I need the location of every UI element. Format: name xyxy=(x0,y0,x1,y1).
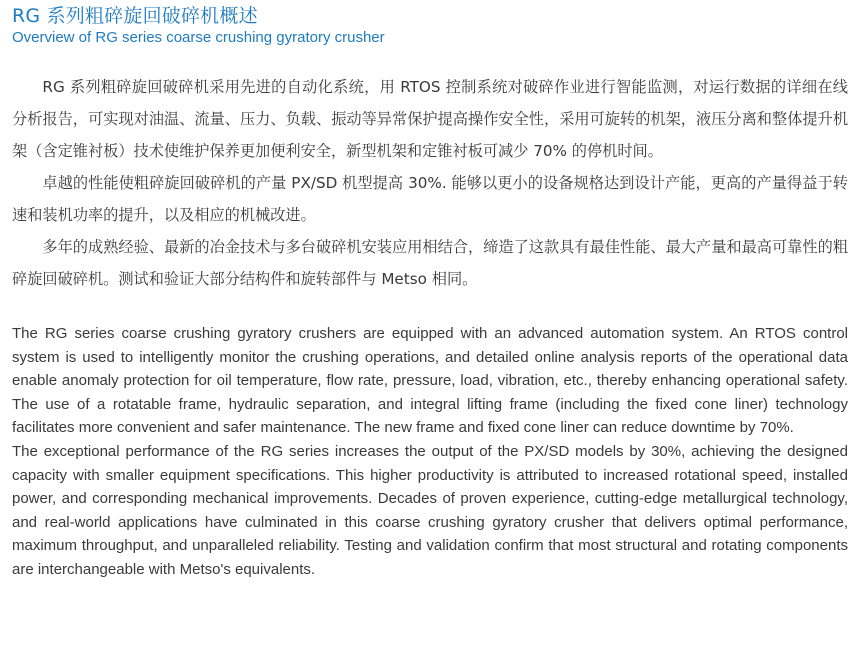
chinese-paragraph-2: 卓越的性能使粗碎旋回破碎机的产量 PX/SD 机型提高 30%. 能够以更小的设备规格达到设计产能，更高的产量得益于转速和装机功率的提升，以及相应的机械改进。 xyxy=(12,174,848,224)
english-paragraph-1: The RG series coarse crushing gyratory crushers are equipped with an advanced automation system. An RTOS control system is used to intelligently monitor the crushing operations, and detailed online analysis reports of the operational data enable anomaly protection for oil temperature, flow rate, pressure, load, vibration, etc., thereby enhancing operational safety. The use of a rotatable frame, hydraulic separation, and integral lifting frame (including the fixed cone liner) technology facilitates more convenient and safer maintenance. The new frame and fixed cone liner can reduce downtime by 70%. xyxy=(12,325,848,437)
english-description xyxy=(12,322,848,582)
page-title-chinese: RG 系列粗碎旋回破碎机概述 xyxy=(12,5,258,27)
chinese-paragraph-1: RG 系列粗碎旋回破碎机采用先进的自动化系统，用 RTOS 控制系统对破碎作业进行智能监测，对运行数据的详细在线分析报告，可实现对油温、流量、压力、负载、振动等异常保护提高操作安全性，采用可旋转的机架，液压分离和整体提升机架（含定锥衬板）技术使维护保养更加便利安全，新型机架和定锥衬板可减少 70% 的停机时间。 xyxy=(12,78,848,160)
chinese-description xyxy=(12,71,848,295)
chinese-paragraph-3: 多年的成熟经验、最新的冶金技术与多台破碎机安装应用相结合，缔造了这款具有最佳性能、最大产量和最高可靠性的粗碎旋回破碎机。测试和验证大部分结构件和旋转部件与 Metso 相同。 xyxy=(12,238,848,288)
page-title-english: Overview of RG series coarse crushing gyratory crusher xyxy=(12,29,385,46)
english-paragraph-2: The exceptional performance of the RG series increases the output of the PX/SD models by 30%, achieving the designed capacity with smaller equipment specifications. This higher productivity is attributed to increased rotational speed, installed power, and corresponding mechanical improvements. Decades of proven experience, cutting-edge metallurgical technology, and real-world applications have culminated in this coarse crushing gyratory crusher that delivers optimal performance, maximum throughput, and unparalleled reliability. Testing and validation confirm that most structural and rotating components are interchangeable with Metso's equivalents. xyxy=(12,442,848,578)
